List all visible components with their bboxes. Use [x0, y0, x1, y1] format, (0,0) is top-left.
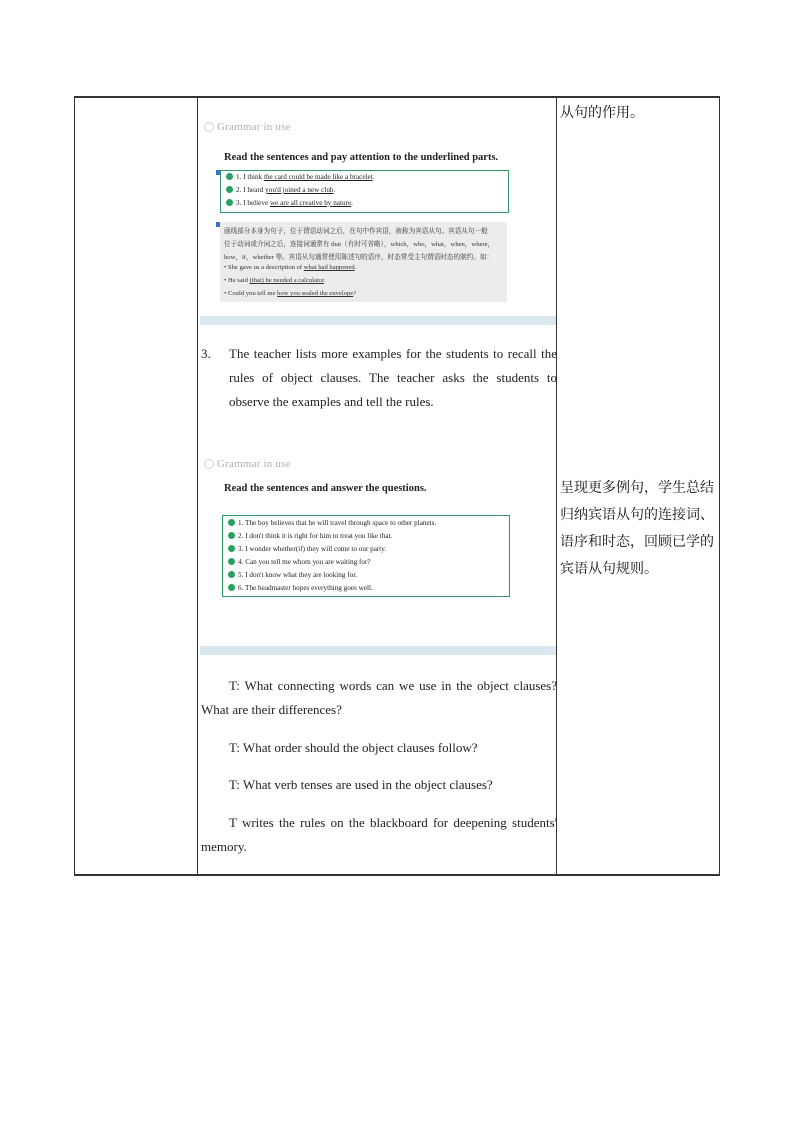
- circle-icon: [204, 459, 214, 469]
- list-item: 3. I wonder whether(if) they will come to our party.: [228, 545, 386, 553]
- list-item: 2. I don't think it is right for him to treat you like that.: [228, 532, 392, 540]
- teacher-action: T writes the rules on the blackboard for deepening students' memory.: [201, 815, 557, 854]
- bullet-icon: [228, 584, 235, 591]
- explanation-line: 画线部分本身为句子，位于谓语动词之后，在句中作宾语，被称为宾语从句。宾语从句一般: [224, 228, 488, 235]
- example-sentence: • She gave us a description of what had happened.: [224, 264, 357, 271]
- step-text: The teacher lists more examples for the students to recall the rules of object clauses. The teacher asks the students to observe the examples and tell the rules.: [229, 346, 557, 409]
- bullet-icon: [228, 571, 235, 578]
- slide-grammar-underlined: [200, 121, 556, 320]
- purpose-column: [557, 98, 719, 874]
- list-item: 2. I heard you'd joined a new club.: [226, 186, 335, 194]
- step-number: 3.: [201, 346, 211, 361]
- bullet-icon: [228, 558, 235, 565]
- teacher-question: T: What verb tenses are used in the object clauses?: [229, 777, 493, 792]
- list-item: 1. I think the card could be made like a bracelet.: [226, 173, 375, 181]
- teacher-question: T: What order should the object clauses follow?: [229, 740, 478, 755]
- bullet-icon: [228, 519, 235, 526]
- slide-title: Read the sentences and pay attention to the underlined parts.: [224, 152, 499, 163]
- example-box: [220, 170, 509, 213]
- explanation-line: 位于动词或介词之后，连接词通常有 that（有时可省略），which，who，what，when，where，: [224, 241, 495, 248]
- purpose-note: 呈现更多例句，学生总结归纳宾语从句的连接词、语序和时态，回顾已学的宾语从句规则。: [560, 480, 714, 577]
- column-divider-1: [197, 98, 198, 874]
- explanation-line: how，if，whether 等。宾语从句通常使用陈述句的语序，时态常受主句谓语时态的制约。如：: [224, 254, 494, 261]
- bullet-icon: [226, 199, 233, 206]
- slide-title: Read the sentences and answer the questions.: [224, 483, 427, 494]
- slide-bottom-band: [200, 646, 556, 655]
- list-item: 6. The headmaster hopes everything goes well.: [228, 584, 373, 592]
- explanation-box: [220, 222, 507, 302]
- list-item: 1. The boy believes that he will travel through space to other planets.: [228, 519, 436, 527]
- teacher-question: T: What connecting words can we use in the object clauses? What are their differences?: [201, 678, 557, 717]
- purpose-note: 从句的作用。: [560, 105, 644, 121]
- bullet-icon: [228, 532, 235, 539]
- example-sentence: • Could you tell me how you sealed the envelope?: [224, 290, 357, 297]
- slide-header: Grammar in use: [204, 121, 291, 133]
- list-item: 3. I believe we are all creative by nature.: [226, 199, 353, 207]
- slide-bottom-band: [200, 316, 556, 325]
- bullet-icon: [226, 186, 233, 193]
- slide-header: Grammar in use: [204, 458, 291, 470]
- lesson-table: [74, 96, 720, 876]
- slide-grammar-questions: [200, 458, 556, 647]
- bullet-icon: [226, 173, 233, 180]
- list-item: 4. Can you tell me whom you are waiting for?: [228, 558, 371, 566]
- bullet-icon: [228, 545, 235, 552]
- procedure-column: [199, 98, 557, 874]
- example-sentence: • He said (that) he needed a calculator.: [224, 277, 326, 284]
- list-item: 5. I don't know what they are looking for.: [228, 571, 357, 579]
- circle-icon: [204, 122, 214, 132]
- question-box: [222, 515, 510, 597]
